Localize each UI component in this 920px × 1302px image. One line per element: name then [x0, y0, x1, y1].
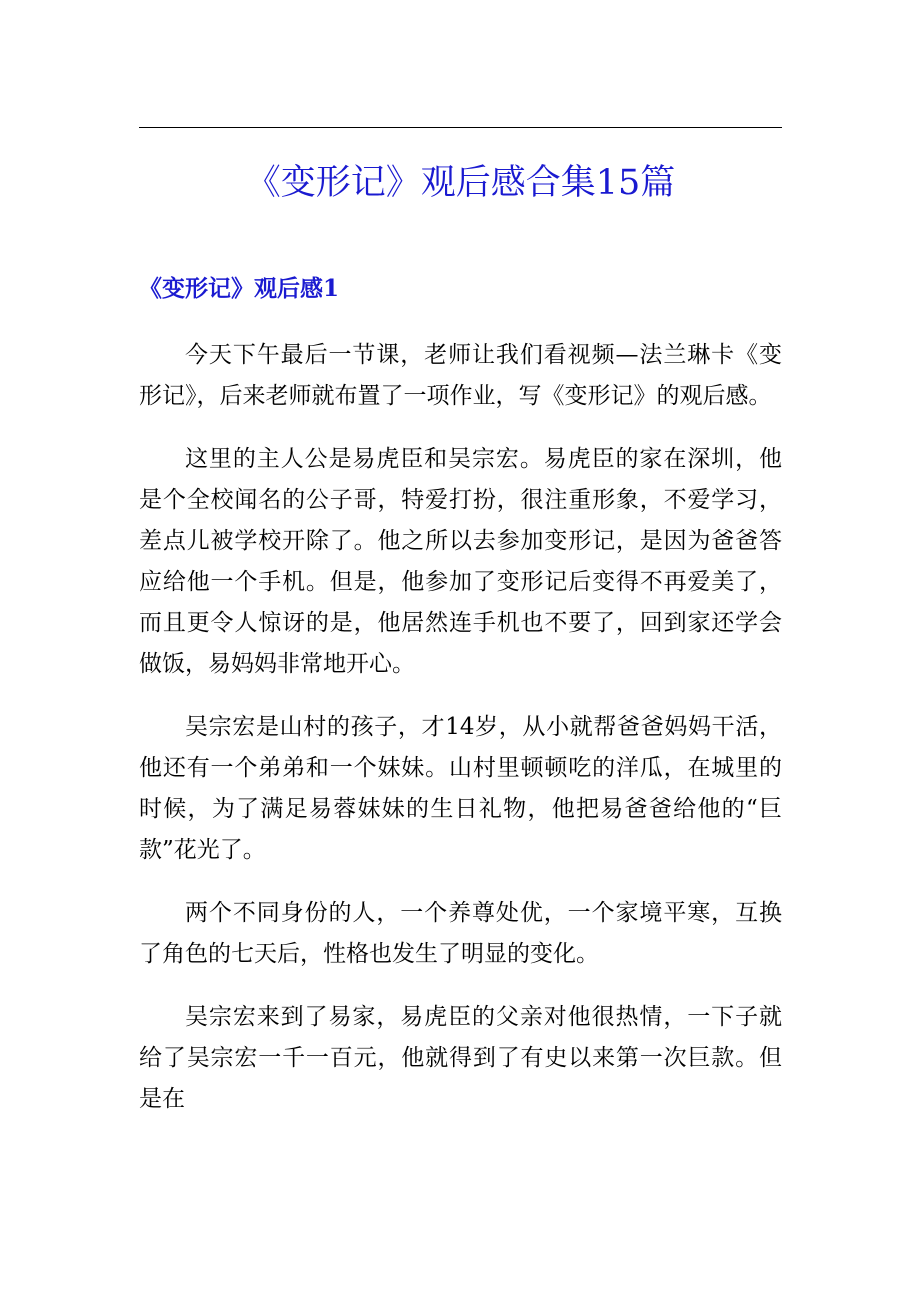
page-title: 《变形记》观后感合集15篇: [245, 163, 676, 203]
top-rule: [139, 127, 782, 128]
paragraph: 吴宗宏来到了易家，易虎臣的父亲对他很热情，一下子就给了吴宗宏一千一百元，他就得到了有史以来第一次巨款。但是在: [139, 1004, 782, 1112]
paragraph: 今天下午最后一节课，老师让我们看视频—法兰琳卡《变形记》，后来老师就布置了一项作业，写《变形记》的观后感。: [139, 342, 782, 409]
paragraph: 两个不同身份的人，一个养尊处优，一个家境平寒，互换了角色的七天后，性格也发生了明显的变化。: [139, 900, 782, 967]
section-heading: 《变形记》观后感1: [139, 275, 340, 302]
paragraph: 吴宗宏是山村的孩子，才14岁，从小就帮爸爸妈妈干活，他还有一个弟弟和一个妹妹。山村里顿顿吃的洋瓜，在城里的时候，为了满足易蓉妹妹的生日礼物，他把易爸爸给他的“巨款”花光了。: [139, 714, 782, 863]
paragraph: 这里的主人公是易虎臣和吴宗宏。易虎臣的家在深圳，他是个全校闻名的公子哥，特爱打扮，很注重形象，不爱学习，差点儿被学校开除了。他之所以去参加变形记，是因为爸爸答应给他一个手机。但是，他参加了变形记后变得不再爱美了，而且更令人惊讶的是，他居然连手机也不要了，回到家还学会做饭，易妈妈非常地开心。: [139, 446, 782, 677]
body-text: [139, 335, 782, 1142]
